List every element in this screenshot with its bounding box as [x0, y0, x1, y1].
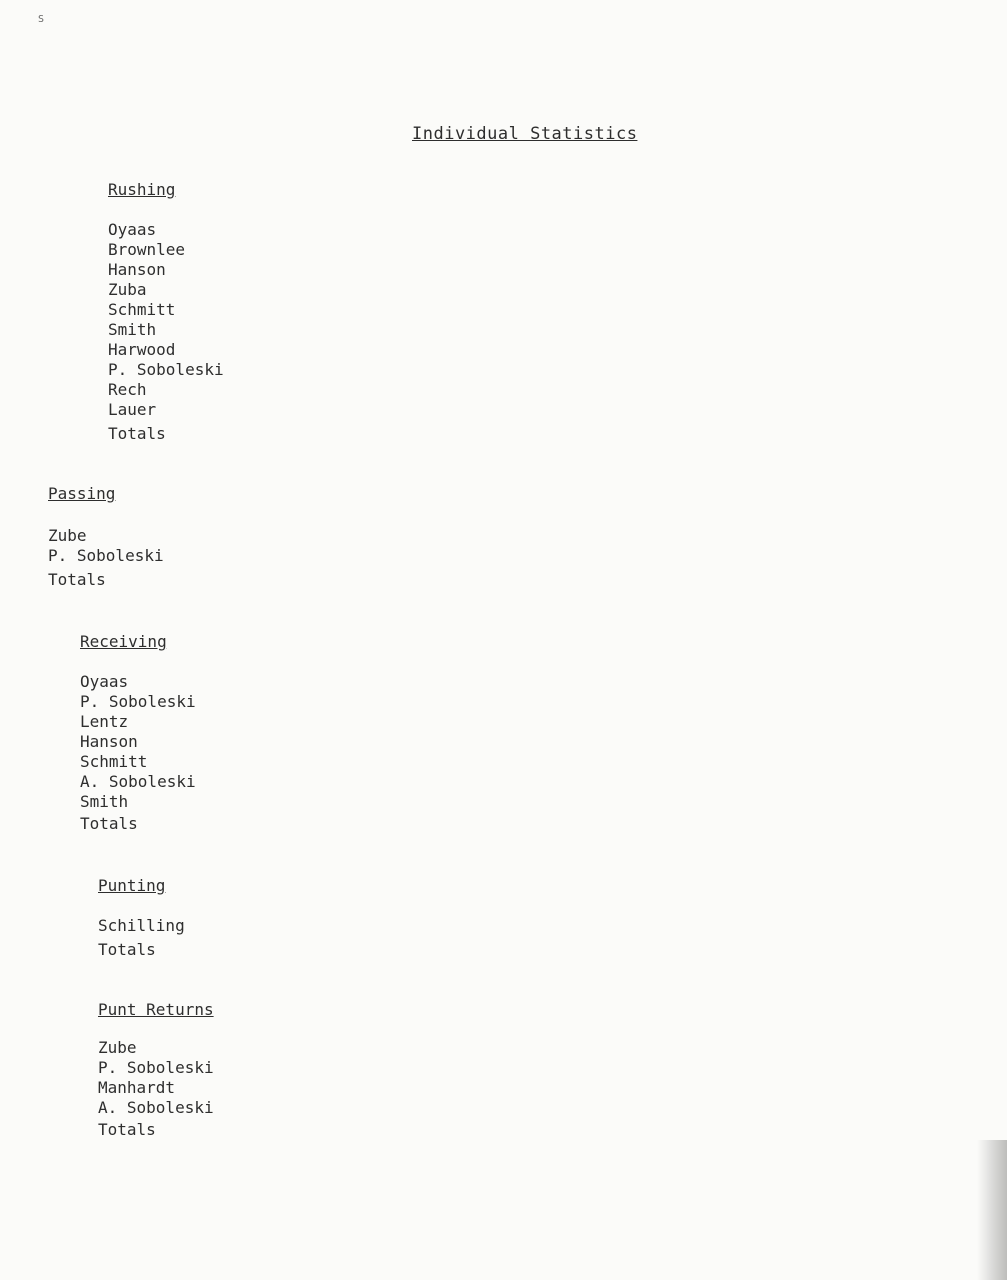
receiving-cell: Schmitt — [80, 752, 148, 771]
punt-returns-header-0: Punt Returns — [98, 1000, 214, 1019]
receiving-cell: A. Soboleski — [80, 772, 196, 791]
rushing-cell: P. Soboleski — [108, 360, 224, 379]
receiving-header-0: Receiving — [80, 632, 167, 651]
scan-shadow — [977, 1140, 1007, 1280]
rushing-cell: Lauer — [108, 400, 157, 419]
punt-returns-totals-cell: Totals — [98, 1120, 156, 1139]
punt-returns-cell: Manhardt — [98, 1078, 176, 1097]
rushing-cell: Hanson — [108, 260, 166, 279]
punting-header-0: Punting — [98, 876, 166, 895]
passing-totals-cell: Totals — [48, 570, 106, 589]
passing-cell: P. Soboleski — [48, 546, 164, 565]
rushing-totals-cell: Totals — [108, 424, 166, 443]
receiving-cell: Oyaas — [80, 672, 129, 691]
punt-returns-cell: A. Soboleski — [98, 1098, 214, 1117]
rushing-cell: Zuba — [108, 280, 147, 299]
punt-returns-cell: P. Soboleski — [98, 1058, 214, 1077]
punting-cell: Schilling — [98, 916, 185, 935]
rushing-cell: Rech — [108, 380, 147, 399]
receiving-totals-cell: Totals — [80, 814, 138, 833]
corner-mark: S — [38, 14, 45, 25]
receiving-cell: Lentz — [80, 712, 129, 731]
rushing-cell: Brownlee — [108, 240, 186, 259]
punt-returns-cell: Zube — [98, 1038, 137, 1057]
rushing-cell: Harwood — [108, 340, 176, 359]
rushing-cell: Oyaas — [108, 220, 157, 239]
rushing-cell: Schmitt — [108, 300, 176, 319]
rushing-header-0: Rushing — [108, 180, 176, 199]
receiving-cell: Hanson — [80, 732, 138, 751]
page-title: Individual Statistics — [412, 124, 638, 144]
punting-totals-cell: Totals — [98, 940, 156, 959]
passing-cell: Zube — [48, 526, 87, 545]
receiving-cell: Smith — [80, 792, 129, 811]
passing-header-0: Passing — [48, 484, 116, 503]
receiving-cell: P. Soboleski — [80, 692, 196, 711]
rushing-cell: Smith — [108, 320, 157, 339]
